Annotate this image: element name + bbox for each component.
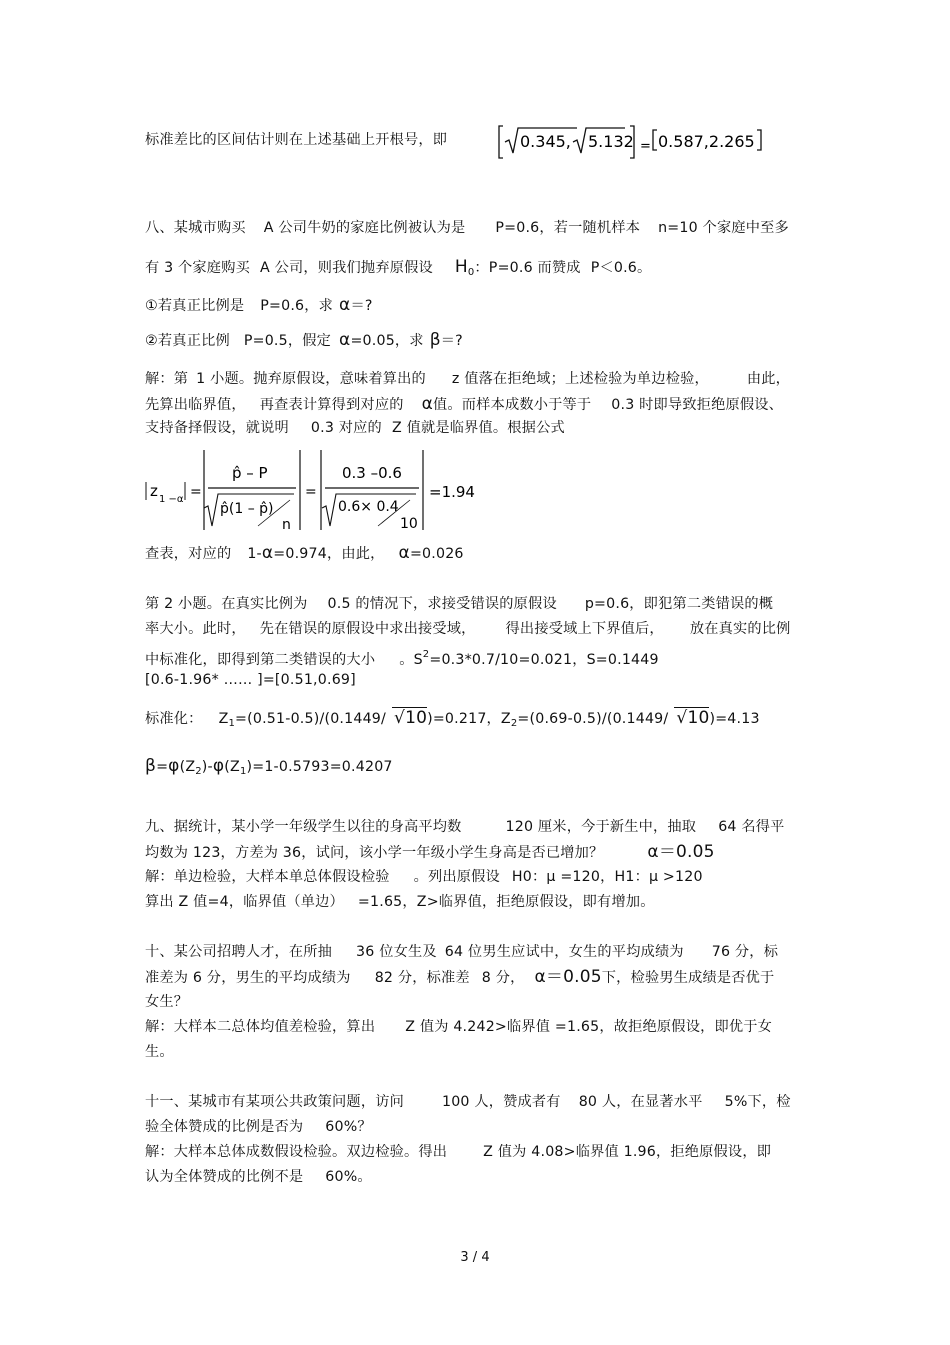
subscript: 2	[195, 766, 202, 777]
text-span: 0.3 对应的	[310, 420, 382, 436]
section11-line3	[145, 1142, 771, 1162]
text-span: 九、据统计，某小学一年级学生以往的身高平均数	[145, 819, 462, 835]
text-span: 查表，对应的	[145, 546, 232, 562]
text-span: A 公司牛奶的家庭比例被认为是	[263, 220, 466, 236]
text-span: 有 3 个家庭购买	[145, 260, 250, 276]
beta-line	[145, 756, 393, 782]
text-span: ＝?	[440, 333, 463, 349]
interval-result: 0.587,2.265	[658, 132, 755, 151]
text-span: 先算出临界值，	[145, 397, 246, 413]
numerator-1: p̂ – P	[232, 464, 268, 482]
section9-line3	[145, 867, 703, 887]
text-span: 。列出原假设	[413, 869, 500, 885]
denominator-1b: n	[282, 517, 291, 533]
text-span: Z 值为 4.242>临界值 =1.65，故拒绝原假设，即优于女	[405, 1019, 773, 1035]
text-span: 值。而样本成数小于等于	[433, 397, 592, 413]
denominator-2b: 10	[400, 516, 418, 532]
phi-symbol: φ	[168, 756, 180, 776]
denominator-1a: p̂(1 – p̂)	[220, 501, 274, 517]
text-span: 82 分，标准差	[374, 970, 470, 986]
text-span: 十一、某城市有某项公共政策问题，访问	[145, 1094, 404, 1110]
interval-intro-text: 标准差比的区间估计则在上述基础上开根号，即	[145, 132, 448, 148]
text-span: 再查表计算得到对应的	[259, 397, 404, 413]
subscript: 2	[510, 718, 518, 729]
text-span: 八、某城市购买	[145, 220, 246, 236]
text-span: 0.3 时即导致拒绝原假设、	[611, 397, 784, 413]
text-span: 解：第	[145, 371, 189, 387]
text-span: [0.6-1.96* …… ]=[0.51,0.69]	[145, 672, 356, 688]
text-span: (Z	[224, 759, 240, 775]
text-span: 120 厘米，今于新生中，抽取	[505, 819, 697, 835]
denominator-2a: 0.6× 0.4	[338, 499, 399, 515]
z-subscript: 1 −α	[159, 494, 184, 505]
text-span: )=1-0.5793=0.4207	[246, 759, 393, 775]
section8-line2	[145, 257, 651, 283]
question1-line	[145, 295, 373, 316]
standardize-line	[145, 708, 760, 734]
section10-line5	[145, 1042, 174, 1062]
section9-line4	[145, 892, 655, 912]
text-span: 准差为 6 分，男生的平均成绩为	[145, 970, 351, 986]
text-span: 64 名得平	[718, 819, 785, 835]
text-span: =0.3*0.7/10=0.021，S=0.1449	[429, 652, 659, 668]
beta-symbol: β	[429, 330, 441, 350]
text-span: 第 2 小题。在真实比例为	[145, 596, 308, 612]
text-span: 解：大样本总体成数假设检验。双边检验。得出	[145, 1144, 448, 1160]
formula-result: =1.94	[429, 483, 475, 501]
text-span: ②若真正比例	[145, 333, 230, 349]
text-span: =(0.51-0.5)/(0.1449/	[235, 711, 387, 727]
text-span: ①若真正比例是	[145, 298, 245, 314]
section9-line2	[145, 842, 715, 863]
text-span: 76 分，标	[711, 944, 779, 960]
text-span: ＝0.05	[658, 842, 715, 862]
text-span: 验全体赞成的比例是否为	[145, 1119, 304, 1135]
text-span: 率大小。此时，	[145, 621, 246, 637]
text-span: n=10 个家庭中至多	[658, 220, 789, 236]
text-span: Z 值为 4.08>临界值 1.96，拒绝原假设，即	[483, 1144, 772, 1160]
text-span: 女生？	[145, 994, 189, 1010]
z-formula	[140, 446, 500, 536]
text-span: 64 位男生应试中，女生的平均成绩为	[444, 944, 684, 960]
part2-line3	[145, 645, 659, 670]
interval-equals: =	[640, 139, 651, 154]
alpha-symbol: α	[339, 330, 351, 350]
text-span: =	[156, 759, 169, 775]
question2-line	[145, 330, 463, 351]
text-span: 60%？	[325, 1119, 372, 1135]
text-span: Z 值就是临界值	[391, 420, 493, 436]
section10-line4	[145, 1017, 772, 1037]
text-span: 。S	[399, 652, 423, 668]
text-span: 标准化：	[145, 711, 203, 727]
text-span: P＜0.6。	[590, 260, 652, 276]
text-span: 解：大样本二总体均值差检验，算出	[145, 1019, 376, 1035]
text-span: =(0.69-0.5)/(0.1449/	[517, 711, 669, 727]
text-span: 生。	[145, 1044, 174, 1060]
text-span: 十、某公司招聘人才，在所抽	[145, 944, 333, 960]
text-span: )=4.13	[709, 711, 760, 727]
z-label: z	[150, 482, 158, 500]
text-span: 8 分，	[481, 970, 525, 986]
section10-line1	[145, 942, 778, 962]
beta-symbol: β	[145, 756, 157, 776]
text-span: 算出 Z 值=4，临界值（单边）	[145, 894, 344, 910]
eq-1: =	[190, 484, 202, 500]
section10-line3	[145, 992, 188, 1012]
text-span: 。根据公式	[492, 420, 565, 436]
text-span: )=0.217，Z	[427, 711, 511, 727]
text-span: ：P=0.6 而赞成	[474, 260, 581, 276]
text-span: 0.5 的情况下，求接受错误的原假设	[327, 596, 557, 612]
alpha-symbol: α	[398, 543, 410, 563]
section8-line1	[145, 218, 789, 238]
text-span: ＝0.05	[545, 967, 602, 987]
superscript: 2	[422, 649, 430, 660]
text-span: 先在错误的原假设中求出接受域，	[259, 621, 476, 637]
interval-b: 5.132	[588, 132, 634, 151]
part2-line1	[145, 594, 773, 614]
section11-line1	[145, 1092, 791, 1112]
h0-symbol: $H_0$	[454, 257, 475, 278]
table-lookup-line	[145, 543, 464, 564]
text-span: 支持备择假设，就说明	[145, 420, 289, 436]
text-span: Z	[218, 711, 229, 727]
text-span: 得出接受域上下界值后，	[505, 621, 664, 637]
text-span: 60%。	[325, 1169, 372, 1185]
eq-2: =	[305, 484, 317, 500]
subscript: 1	[239, 766, 247, 777]
text-span: A 公司，则我们抛弃原假设	[259, 260, 433, 276]
interval-intro-line	[145, 130, 447, 150]
text-span: 1-	[247, 546, 262, 562]
text-span: p=0.6，即犯第二类错误的概	[584, 596, 774, 612]
numerator-2: 0.3 –0.6	[342, 464, 402, 482]
section10-line2	[145, 967, 774, 988]
text-span: 80 人，在显著水平	[578, 1094, 703, 1110]
text-span: P=0.6，求	[260, 298, 334, 314]
part2-line4	[145, 670, 356, 690]
subscript: 1	[228, 718, 236, 729]
interval-formula	[495, 120, 770, 162]
section11-line4	[145, 1167, 372, 1187]
page-number: 3 / 4	[460, 1250, 490, 1265]
section11-line2	[145, 1117, 372, 1137]
text-span: 由此，	[746, 371, 791, 387]
text-span: 36 位女生及	[356, 944, 437, 960]
part2-line2	[145, 619, 791, 639]
text-span: 认为全体赞成的比例不是	[145, 1169, 304, 1185]
text-span: 放在真实的比例	[689, 621, 791, 637]
text-span: P=0.5，假定	[243, 333, 332, 349]
sqrt-10: √10	[676, 708, 710, 728]
text-span: =0.05，求	[350, 333, 424, 349]
interval-a: 0.345,	[520, 132, 571, 151]
text-span: H0：μ =120，H1：μ >120	[511, 869, 703, 885]
sqrt-10: √10	[394, 708, 428, 728]
solution-line2	[145, 394, 783, 415]
text-span: P=0.6，若一随机样本	[495, 220, 641, 236]
text-span: 均数为 123，方差为 36，试问，该小学一年级小学生身高是否已增加？	[145, 845, 604, 861]
text-span: 100 人，赞成者有	[441, 1094, 561, 1110]
alpha-symbol: α	[421, 394, 434, 414]
text-span: )-	[201, 759, 213, 775]
text-span: =1.65，Z>临界值，拒绝原假设，即有增加。	[357, 894, 655, 910]
alpha-symbol: α	[647, 842, 659, 862]
text-span: z 值落在拒绝域；上述检验为单边检验，	[451, 371, 709, 387]
text-span: ＝?	[350, 298, 373, 314]
alpha-symbol: α	[339, 295, 351, 315]
section9-line1	[145, 817, 785, 837]
solution-line1	[145, 369, 790, 389]
text-span: =0.974，由此，	[273, 546, 385, 562]
text-span: 解：单边检验，大样本单总体假设检验	[145, 869, 390, 885]
alpha-symbol: α	[261, 543, 274, 563]
text-span: =0.026	[409, 546, 464, 562]
text-span: 5%下，检	[724, 1094, 791, 1110]
text-span: 下，检验男生成绩是否优于	[601, 970, 775, 986]
text-span: 1 小题。抛弃原假设，意味着算出的	[196, 371, 426, 387]
phi-symbol: φ	[212, 756, 225, 776]
text-span: (Z	[179, 759, 196, 775]
text-span: 中标准化，即得到第二类错误的大小	[145, 652, 376, 668]
solution-line3	[145, 418, 565, 438]
alpha-symbol: α	[534, 967, 546, 987]
